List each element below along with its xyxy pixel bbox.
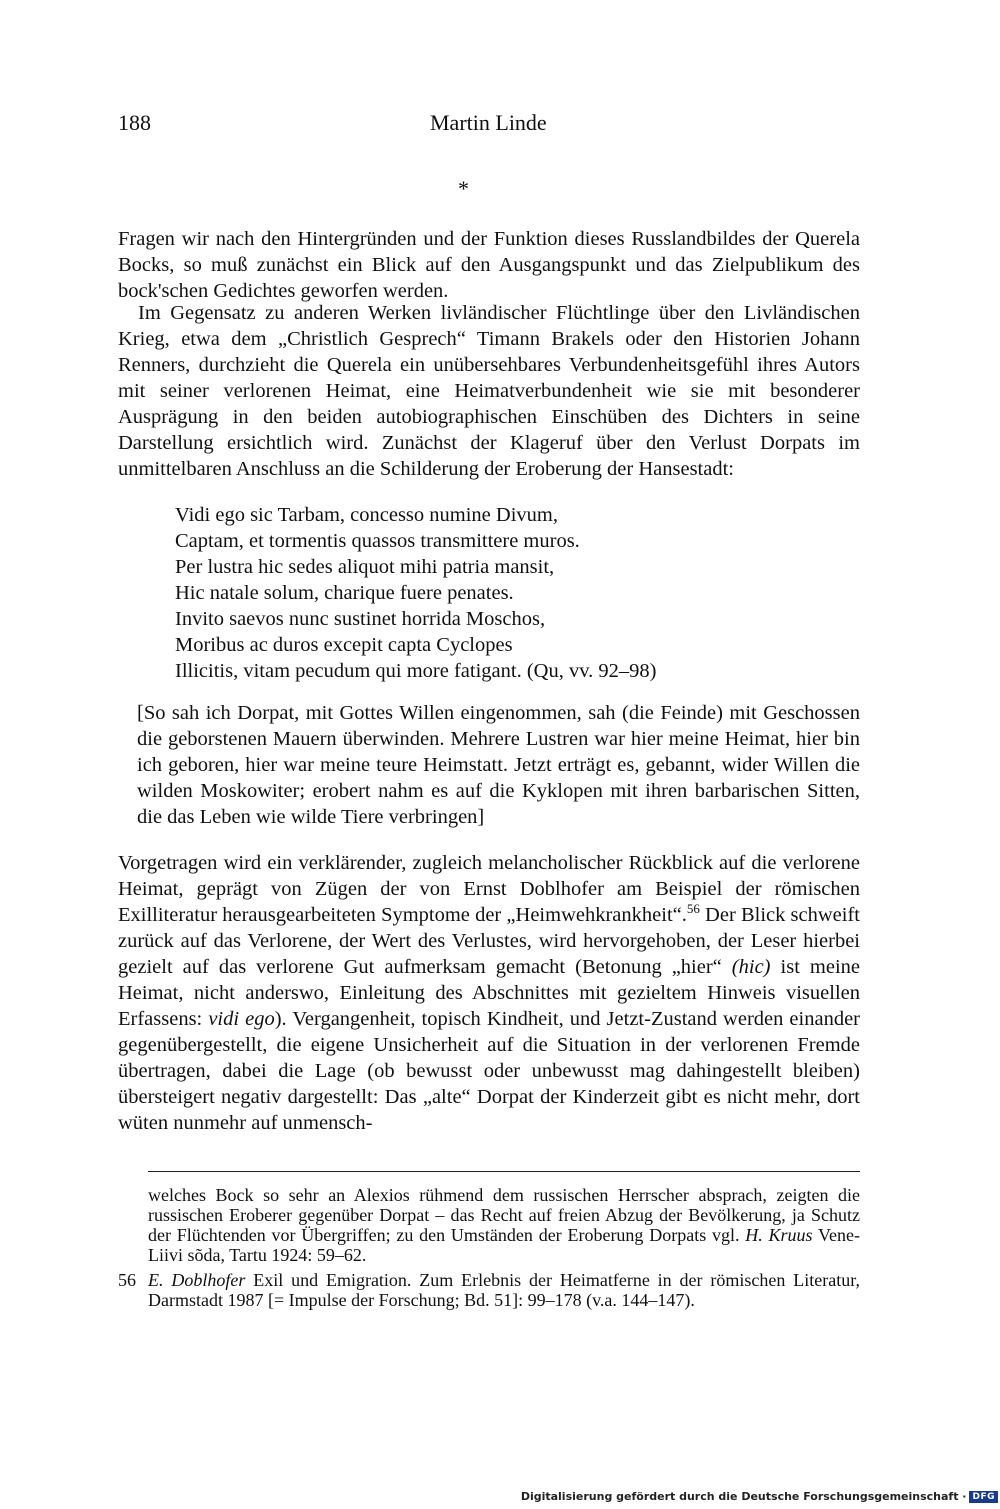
- verse-line: Captam, et tormentis quassos transmittere muros.: [175, 530, 580, 552]
- verse-line: Vidi ego sic Tarbam, concesso numine Divum,: [175, 504, 558, 526]
- verse-line: Invito saevos nunc sustinet horrida Moschos,: [175, 608, 546, 630]
- section-separator: *: [458, 176, 469, 201]
- verse-line: Per lustra hic sedes aliquot mihi patria mansit,: [175, 556, 555, 578]
- footnote-text: Vene-Liivi sõda, Tartu 1924: 59–62.: [148, 1225, 860, 1265]
- footnote-number: 56: [118, 1270, 136, 1290]
- paragraph-text: Vorgetragen wird ein verklärender, zugleich melancholischer Rückblick auf die verlorene Heimat, geprägt von Zügen der von Ernst Doblhofer am Beispiel der römischen Exilliteratur herausgearbeiteten Symptome der „Heimwehkrankheit“.: [118, 852, 860, 926]
- verse-line: Moribus ac duros excepit capta Cyclopes: [175, 634, 513, 656]
- footnote-divider: [148, 1171, 860, 1172]
- verse-line: Hic natale solum, charique fuere penates.: [175, 582, 514, 604]
- verse-translation: [So sah ich Dorpat, mit Gottes Willen eingenommen, sah (die Feinde) mit Geschossen die geborstenen Mauern überwinden. Mehrere Lustren war hier meine Heimat, hier bin ich geboren, hier war meine teure Heimstatt. Jetzt erträgt es, gebannt, wider Willen die wilden Moskowiter; erobert nahm es auf die Kyklopen mit ihren barbarischen Sitten, die das Leben wie wilde Tiere verbringen]: [137, 702, 860, 828]
- paragraph-context: Im Gegensatz zu anderen Werken livländischer Flüchtlinge über den Livländischen Krieg, etwa dem „Christlich Gesprech“ Timann Brakels oder den Historien Johann Renners, durchzieht die Querela ein unübersehbares Verbundenheitsgefühl ihres Autors mit seiner verlorenen Heimat, eine Heimatverbundenheit wie sie mit besonderer Ausprägung in den beiden autobiographischen Einschüben des Dichters in seine Darstellung ersichtlich wird. Zunächst der Klageruf über den Verlust Dorpats im unmittelbaren Anschluss an die Schilderung der Eroberung der Hansestadt:: [118, 302, 860, 480]
- footnote-body: [148, 1270, 860, 1310]
- footnote-text: welches Bock so sehr an Alexios rühmend dem russischen Herrscher absprach, zeigten die russischen Eroberer gegenüber Dorpat – das Recht auf freien Abzug der Bevölkerung, ja Schutz der Flüchtenden vor Übergriffen; zu den Umständen der Eroberung Dorpats vgl.: [148, 1185, 860, 1245]
- paragraph-analysis: [118, 850, 860, 1136]
- digitization-credit: [521, 1490, 998, 1503]
- footnote-author: E. Doblhofer: [148, 1270, 246, 1290]
- footnote-continued: [148, 1185, 860, 1265]
- dfg-logo-icon: DFG: [969, 1491, 998, 1503]
- paragraph-text: Der Blick schweift zurück auf das Verlorene, der Wert des Verlustes, wird hervorgehoben, der Leser hierbei gezielt auf das verlorene Gut aufmerksam gemacht (Betonung „hier“: [118, 904, 861, 978]
- latin-verse-quote: [175, 502, 656, 684]
- footnote-text: Exil und Emigration. Zum Erlebnis der Heimatferne in der römischen Literatur, Darmstadt 1987 [= Impulse der Forschung; Bd. 51]: 99–178 (v.a. 144–147).: [148, 1270, 860, 1310]
- footnote-56: [118, 1270, 860, 1310]
- credit-text: Digitalisierung gefördert durch die Deutsche Forschungsgemeinschaft ·: [520, 1490, 967, 1503]
- emphasis-text: (hic): [731, 956, 771, 978]
- running-head: Martin Linde: [430, 110, 547, 135]
- verse-line: Illicitis, vitam pecudum qui more fatigant. (Qu, vv. 92–98): [175, 660, 657, 682]
- paragraph-intro: Fragen wir nach den Hintergründen und der Funktion dieses Russlandbildes der Querela Bocks, so muß zunächst ein Blick auf den Ausgangspunkt und das Zielpublikum des bock'schen Gedichtes geworfen werden.: [118, 228, 860, 302]
- paragraph-text: ist meine Heimat, nicht anderswo, Einleitung des Abschnittes mit gezieltem Hinweis visuellen Erfassens:: [118, 956, 860, 1030]
- emphasis-text: vidi ego: [208, 1008, 275, 1030]
- paragraph-text: ). Vergangenheit, topisch Kindheit, und Jetzt-Zustand werden einander gegenübergestellt, die eigene Unsicherheit auf die Situation in der verlorenen Fremde übertragen, dabei die Lage (ob bewusst oder unbewusst mag dahingestellt bleiben) übersteigert negativ dargestellt: Das „alte“ Dorpat der Kinderzeit gibt es nicht mehr, dort wüten nunmehr auf unmensch-: [118, 1008, 860, 1134]
- footnote-reference: 56: [686, 901, 700, 917]
- footnote-author: H. Kruus: [745, 1225, 813, 1245]
- page-number: 188: [118, 110, 151, 135]
